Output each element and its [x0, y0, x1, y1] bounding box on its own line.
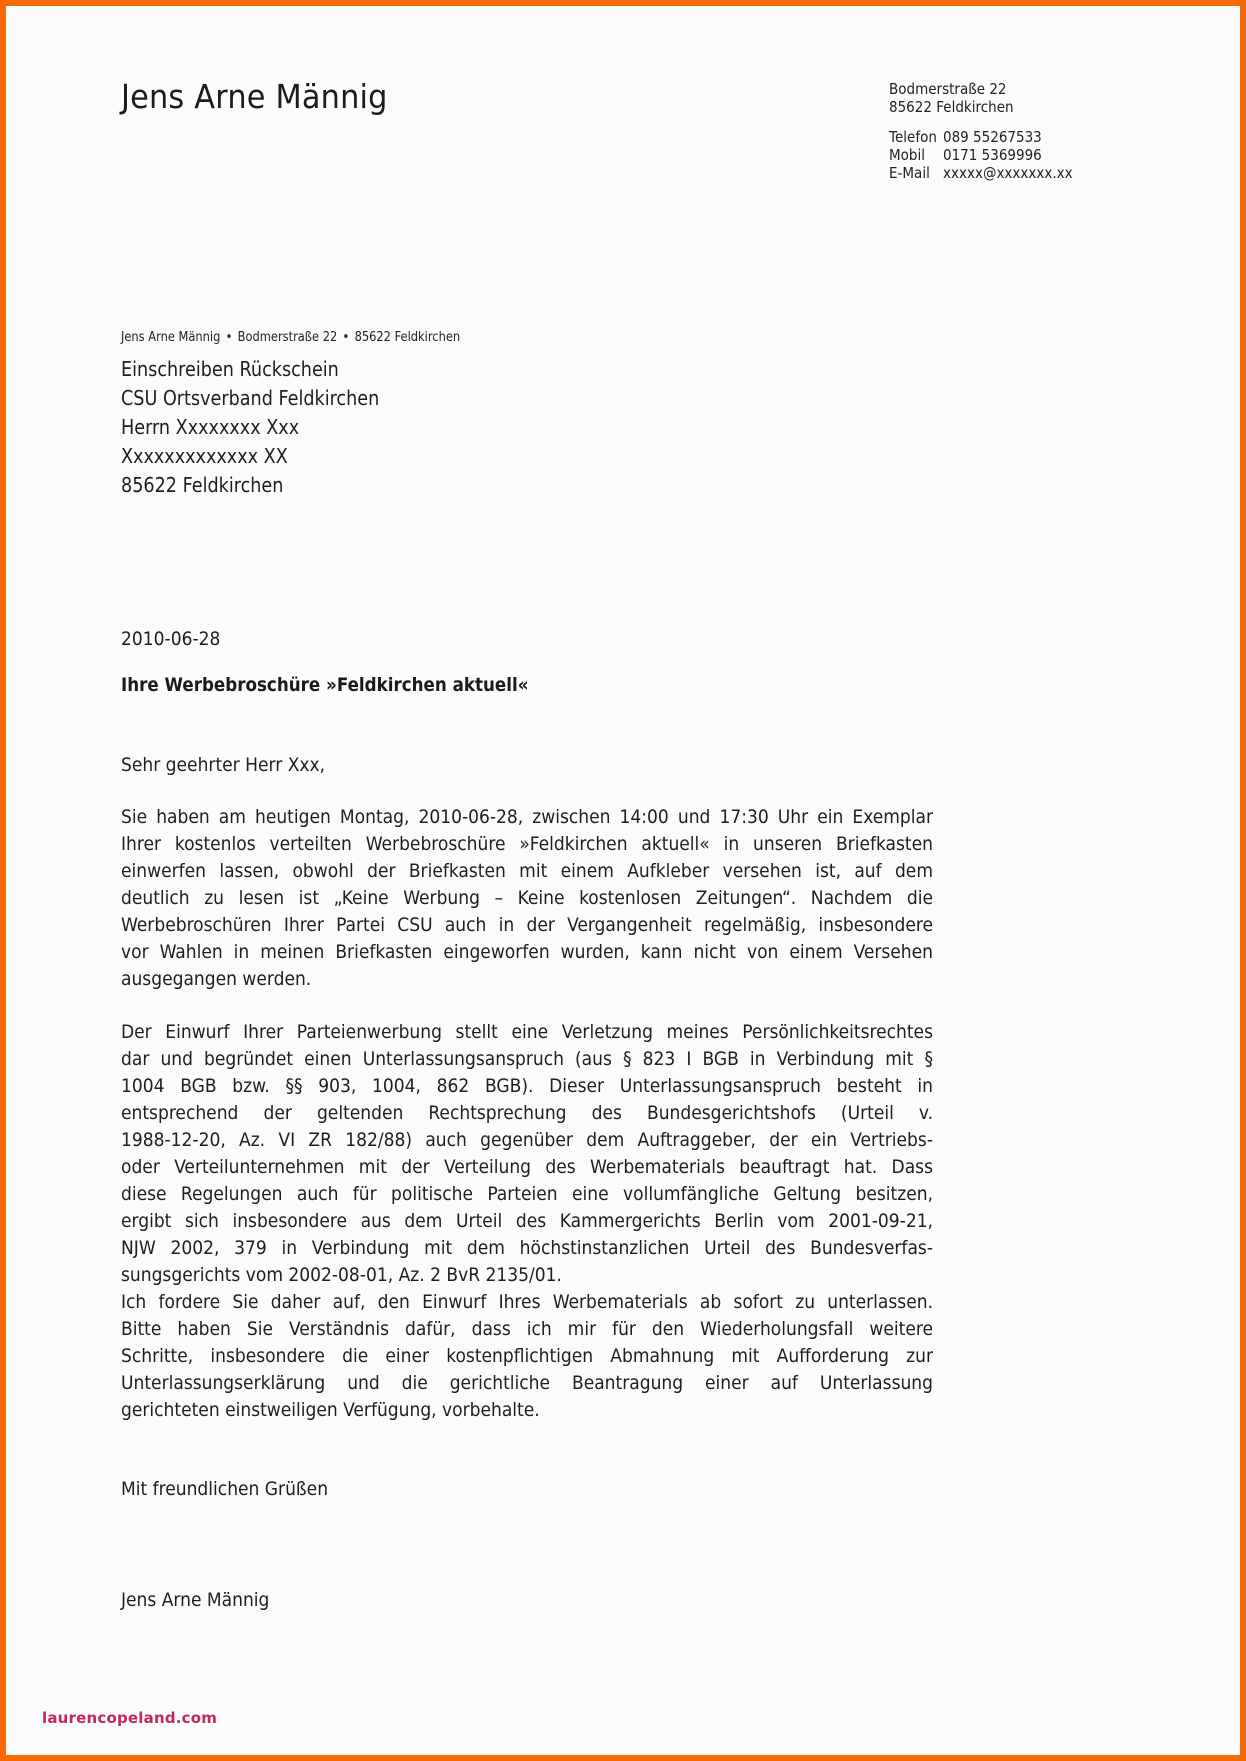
paragraph-line: Schritte, insbesondere die einer kostenpflichtigen Abmahnung mit Aufforderung zur: [121, 1345, 933, 1367]
paragraph-line: NJW 2002, 379 in Verbindung mit dem höchstinstanzlichen Urteil des Bundesverfas-: [121, 1237, 933, 1259]
paragraph-line: Bitte haben Sie Verständnis dafür, dass ich mir für den Wiederholungsfall weitere: [121, 1318, 933, 1340]
body-paragraph-1: [121, 804, 933, 993]
letter-subject: Ihre Werbebroschüre »Feldkirchen aktuell«: [121, 674, 529, 696]
contact-label: Telefon: [889, 128, 937, 146]
paragraph-line: Sie haben am heutigen Montag, 2010-06-28, zwischen 14:00 und 17:30 Uhr ein Exemplar: [121, 806, 933, 828]
body-paragraph-3: [121, 1289, 933, 1424]
return-street: Bodmerstraße 22: [237, 330, 338, 345]
paragraph-line: Unterlassungserklärung und die gerichtliche Beantragung einer auf Unterlassung: [121, 1372, 933, 1394]
recipient-line: 85622 Feldkirchen: [121, 473, 284, 497]
paragraph-line: vor Wahlen in meinen Briefkasten eingeworfen wurden, kann nicht von einem Versehen: [121, 941, 933, 963]
contact-mobile: [889, 146, 1073, 164]
paragraph-line: ergibt sich insbesondere aus dem Urteil des Kammergerichts Berlin vom 2001-09-21,: [121, 1210, 933, 1232]
sender-street: Bodmerstraße 22: [889, 80, 1007, 98]
contact-email: [889, 164, 1073, 182]
paragraph-line: oder Verteilunternehmen mit der Verteilung des Werbematerials beauftragt hat. Dass: [121, 1156, 933, 1178]
bullet-separator: •: [225, 330, 233, 345]
paragraph-line: diese Regelungen auch für politische Parteien eine vollumfängliche Geltung besitzen,: [121, 1183, 933, 1205]
paragraph-line: deutlich zu lesen ist „Keine Werbung – Keine kostenlosen Zeitungen“. Nachdem die: [121, 887, 933, 909]
paragraph-line: sungsgerichts vom 2002-08-01, Az. 2 BvR 2135/01.: [121, 1264, 562, 1286]
contact-phone: [889, 128, 1073, 146]
contact-label: E-Mail: [889, 164, 930, 182]
letter-closing: Mit freundlichen Grüßen: [121, 1478, 329, 1500]
contact-label: Mobil: [889, 146, 925, 164]
watermark-text: laurencopeland.com: [42, 1709, 218, 1727]
bullet-separator: •: [342, 330, 350, 345]
paragraph-line: ausgegangen werden.: [121, 968, 312, 990]
letter-date: 2010-06-28: [121, 628, 221, 650]
recipient-line: Xxxxxxxxxxxxx XX: [121, 444, 288, 468]
paragraph-line: Ihrer kostenlos verteilten Werbebroschüre »Feldkirchen aktuell« in unseren Briefkasten: [121, 833, 933, 855]
return-name: Jens Arne Männig: [121, 330, 221, 345]
letter-signature: Jens Arne Männig: [121, 1589, 270, 1611]
recipient-line: Einschreiben Rückschein: [121, 357, 339, 381]
paragraph-line: Werbebroschüren Ihrer Partei CSU auch in der Vergangenheit regelmäßig, insbesondere: [121, 914, 933, 936]
paragraph-line: dar und begründet einen Unterlassungsanspruch (aus § 823 I BGB in Verbindung mit §: [121, 1048, 933, 1070]
recipient-address: [121, 355, 379, 500]
sender-city: 85622 Feldkirchen: [889, 98, 1014, 116]
paragraph-line: entsprechend der geltenden Rechtsprechung des Bundesgerichtshofs (Urteil v.: [121, 1102, 933, 1124]
paragraph-line: Der Einwurf Ihrer Parteienwerbung stellt eine Verletzung meines Persönlichkeitsrechtes: [121, 1021, 933, 1043]
letter-page: [6, 6, 1240, 1755]
paragraph-line: Ich fordere Sie daher auf, den Einwurf Ihres Werbematerials ab sofort zu unterlassen.: [121, 1291, 933, 1313]
return-city: 85622 Feldkirchen: [354, 330, 461, 345]
sender-name-heading: Jens Arne Männig: [121, 77, 388, 116]
recipient-line: Herrn Xxxxxxxx Xxx: [121, 415, 300, 439]
return-address-line: [121, 330, 460, 345]
body-paragraph-2: [121, 1019, 933, 1289]
paragraph-line: 1004 BGB bzw. §§ 903, 1004, 862 BGB). Dieser Unterlassungsanspruch besteht in: [121, 1075, 933, 1097]
contact-value: 089 55267533: [943, 128, 1042, 146]
paragraph-line: 1988-12-20, Az. VI ZR 182/88) auch gegenüber dem Auftraggeber, der ein Vertriebs-: [121, 1129, 933, 1151]
sender-contact-block: [889, 80, 1073, 182]
paragraph-line: einwerfen lassen, obwohl der Briefkasten mit einem Aufkleber versehen ist, auf dem: [121, 860, 933, 882]
contact-value: xxxxx@xxxxxxx.xx: [943, 164, 1073, 182]
recipient-line: CSU Ortsverband Feldkirchen: [121, 386, 380, 410]
contact-value: 0171 5369996: [943, 146, 1042, 164]
paragraph-line: gerichteten einstweiligen Verfügung, vorbehalte.: [121, 1399, 540, 1421]
letter-salutation: Sehr geehrter Herr Xxx,: [121, 754, 326, 776]
